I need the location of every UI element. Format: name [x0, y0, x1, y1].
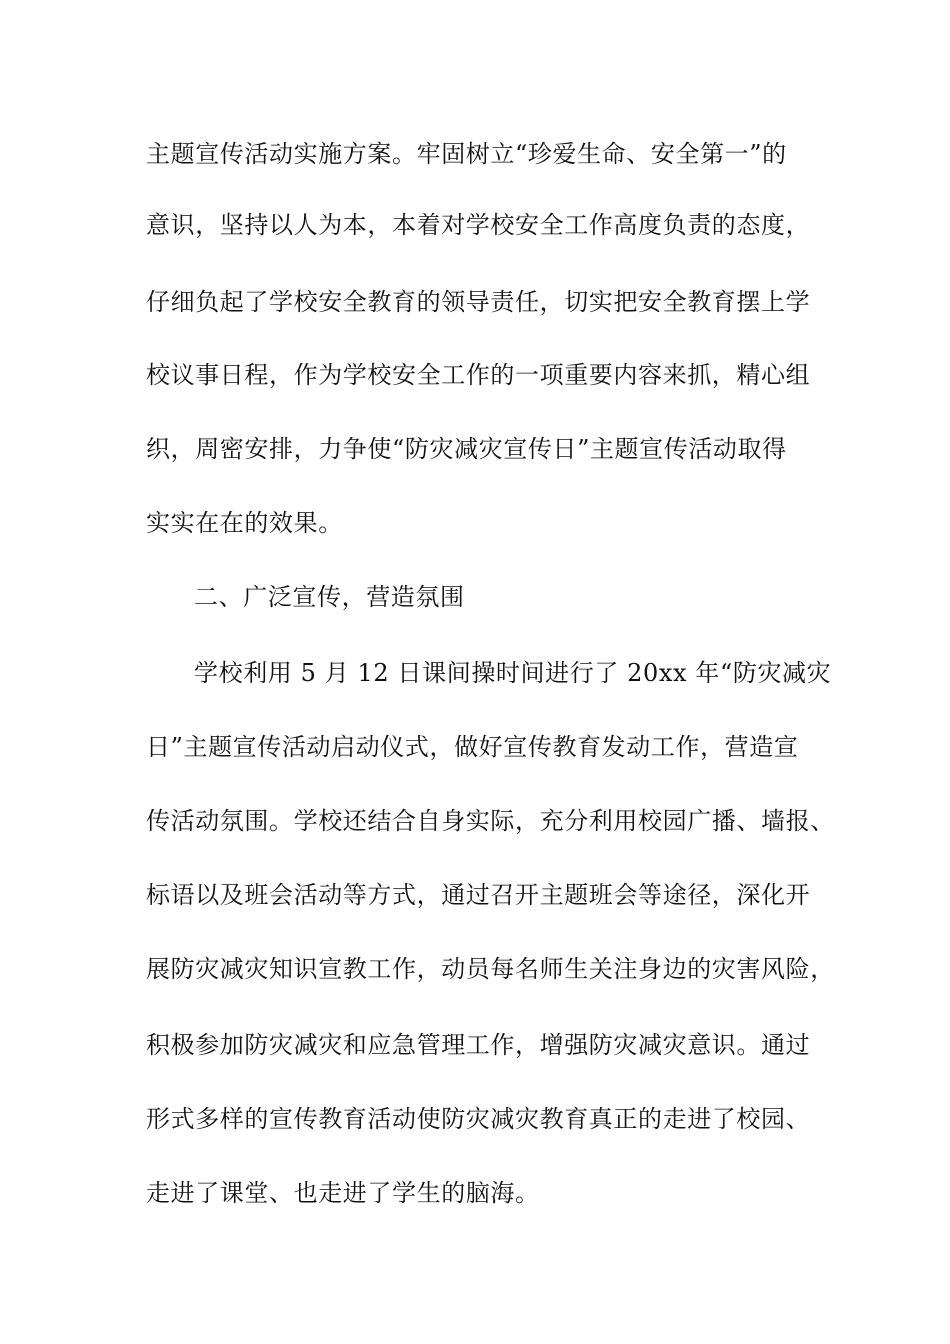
section-heading: 二、广泛宣传，营造氛围: [194, 583, 465, 611]
paragraph-line: 仔细负起了学校安全教育的领导责任，切实把安全教育摆上学: [146, 288, 811, 316]
paragraph-line: 学校利用 5 月 12 日课间操时间进行了 20xx 年“防灾减灾: [194, 659, 832, 687]
paragraph-line: 意识，坚持以人为本，本着对学校安全工作高度负责的态度，: [146, 211, 811, 239]
paragraph-line: 积极参加防灾减灾和应急管理工作，增强防灾减灾意识。通过: [146, 1031, 811, 1059]
paragraph-line: 织，周密安排，力争使“防灾减灾宣传日”主题宣传活动取得: [146, 435, 787, 463]
paragraph-line: 校议事日程，作为学校安全工作的一项重要内容来抓，精心组: [146, 361, 811, 389]
paragraph-line: 展防灾减灾知识宣教工作，动员每名师生关注身边的灾害风险，: [146, 955, 835, 983]
paragraph-line: 实实在在的效果。: [146, 509, 343, 537]
paragraph-line: 形式多样的宣传教育活动使防灾减灾教育真正的走进了校园、: [146, 1105, 811, 1133]
paragraph-line: 标语以及班会活动等方式，通过召开主题班会等途径，深化开: [146, 881, 811, 909]
paragraph-line: 日”主题宣传活动启动仪式，做好宣传教育发动工作，营造宣: [146, 733, 799, 761]
paragraph-line: 走进了课堂、也走进了学生的脑海。: [146, 1179, 540, 1207]
paragraph-line: 主题宣传活动实施方案。牢固树立“珍爱生命、安全第一”的: [146, 140, 787, 168]
paragraph-line: 传活动氛围。学校还结合自身实际，充分利用校园广播、墙报、: [146, 807, 835, 835]
